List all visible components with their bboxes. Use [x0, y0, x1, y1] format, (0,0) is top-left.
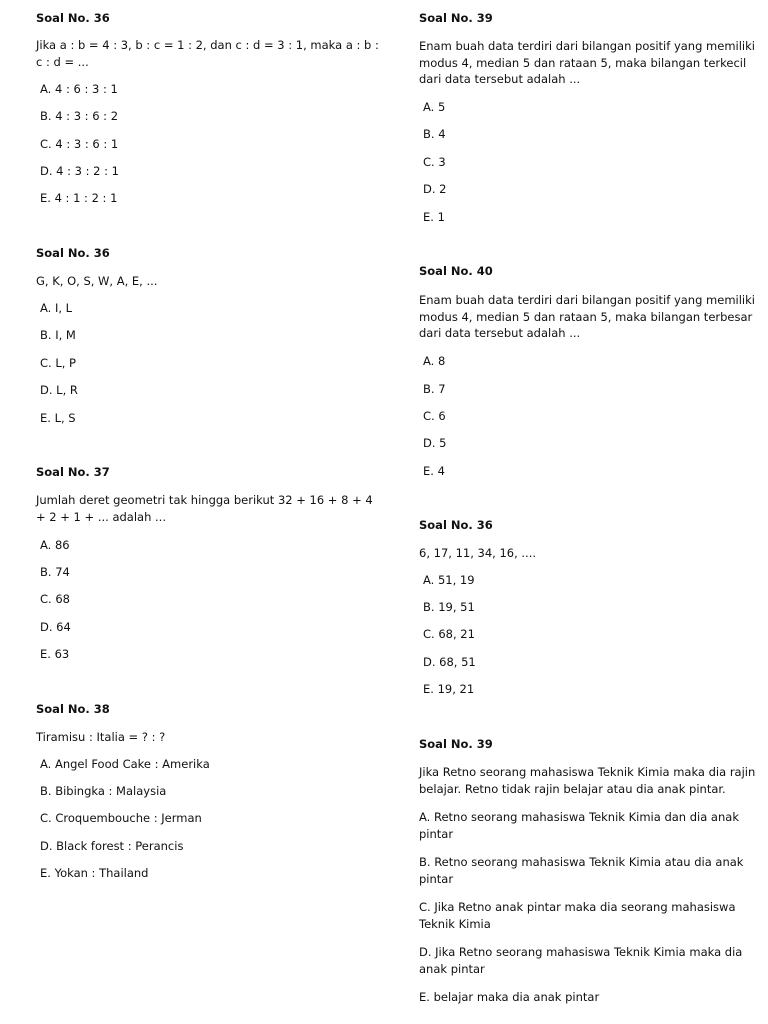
- option-d: D. 4 : 3 : 2 : 1: [40, 164, 119, 178]
- option-e: E. 4: [423, 464, 445, 478]
- option-d: D. L, R: [40, 383, 78, 397]
- question-title: Soal No. 37: [36, 465, 110, 479]
- option-b: B. I, M: [40, 328, 76, 342]
- option-e: E. 4 : 1 : 2 : 1: [40, 191, 118, 205]
- question-text: Enam buah data terdiri dari bilangan positif yang memiliki modus 4, median 5 dan rataan 5, maka bilangan terbesar dari data tersebut adalah ...: [419, 293, 755, 340]
- question-text: Jika Retno seorang mahasiswa Teknik Kimia maka dia rajin belajar. Retno tidak rajin belajar atau dia anak pintar.: [419, 765, 756, 796]
- question-text: G, K, O, S, W, A, E, ...: [36, 274, 158, 288]
- question-text: Jika a : b = 4 : 3, b : c = 1 : 2, dan c : d = 3 : 1, maka a : b : c : d = ...: [36, 38, 379, 69]
- question-title: Soal No. 36: [36, 11, 110, 25]
- option-d: D. 2: [423, 182, 447, 196]
- question-text: Enam buah data terdiri dari bilangan positif yang memiliki modus 4, median 5 dan rataan 5, maka bilangan terkecil dari data tersebut adalah ...: [419, 39, 755, 86]
- option-b: B. Retno seorang mahasiswa Teknik Kimia atau dia anak pintar: [419, 855, 744, 886]
- option-e: E. Yokan : Thailand: [40, 866, 149, 880]
- option-c: C. Croquembouche : Jerman: [40, 811, 202, 825]
- option-a: A. 86: [40, 538, 70, 552]
- question-title: Soal No. 36: [419, 518, 493, 532]
- option-b: B. 4: [423, 127, 446, 141]
- option-d: D. 5: [423, 436, 447, 450]
- option-d: D. Black forest : Perancis: [40, 839, 184, 853]
- option-c: C. 68: [40, 592, 70, 606]
- option-e: E. 19, 21: [423, 682, 475, 696]
- question-title: Soal No. 40: [419, 264, 493, 278]
- option-d: D. Jika Retno seorang mahasiswa Teknik Kimia maka dia anak pintar: [419, 945, 743, 976]
- question-text: Tiramisu : Italia = ? : ?: [36, 730, 166, 744]
- question-text: Jumlah deret geometri tak hingga berikut 32 + 16 + 8 + 4 + 2 + 1 + ... adalah ...: [36, 493, 373, 524]
- option-e: E. L, S: [40, 411, 76, 425]
- question-title: Soal No. 36: [36, 246, 110, 260]
- option-a: A. 8: [423, 354, 446, 368]
- option-e: E. belajar maka dia anak pintar: [419, 990, 600, 1004]
- option-b: B. 19, 51: [423, 600, 475, 614]
- option-b: B. 7: [423, 382, 446, 396]
- option-c: C. 68, 21: [423, 627, 475, 641]
- option-d: D. 68, 51: [423, 655, 476, 669]
- option-c: C. 4 : 3 : 6 : 1: [40, 137, 119, 151]
- question-title: Soal No. 38: [36, 702, 110, 716]
- option-c: C. 6: [423, 409, 446, 423]
- option-a: A. I, L: [40, 301, 73, 315]
- option-a: A. 4 : 6 : 3 : 1: [40, 82, 118, 96]
- question-text: 6, 17, 11, 34, 16, ....: [419, 546, 537, 560]
- option-c: C. 3: [423, 155, 446, 169]
- option-b: B. Bibingka : Malaysia: [40, 784, 167, 798]
- option-d: D. 64: [40, 620, 71, 634]
- question-title: Soal No. 39: [419, 11, 493, 25]
- option-e: E. 1: [423, 210, 445, 224]
- option-b: B. 4 : 3 : 6 : 2: [40, 109, 119, 123]
- option-c: C. L, P: [40, 356, 76, 370]
- option-e: E. 63: [40, 647, 70, 661]
- option-a: A. Retno seorang mahasiswa Teknik Kimia dan dia anak pintar: [419, 810, 739, 841]
- option-a: A. 5: [423, 100, 446, 114]
- option-a: A. 51, 19: [423, 573, 475, 587]
- option-a: A. Angel Food Cake : Amerika: [40, 757, 210, 771]
- option-b: B. 74: [40, 565, 70, 579]
- option-c: C. Jika Retno anak pintar maka dia seorang mahasiswa Teknik Kimia: [419, 900, 736, 931]
- question-title: Soal No. 39: [419, 737, 493, 751]
